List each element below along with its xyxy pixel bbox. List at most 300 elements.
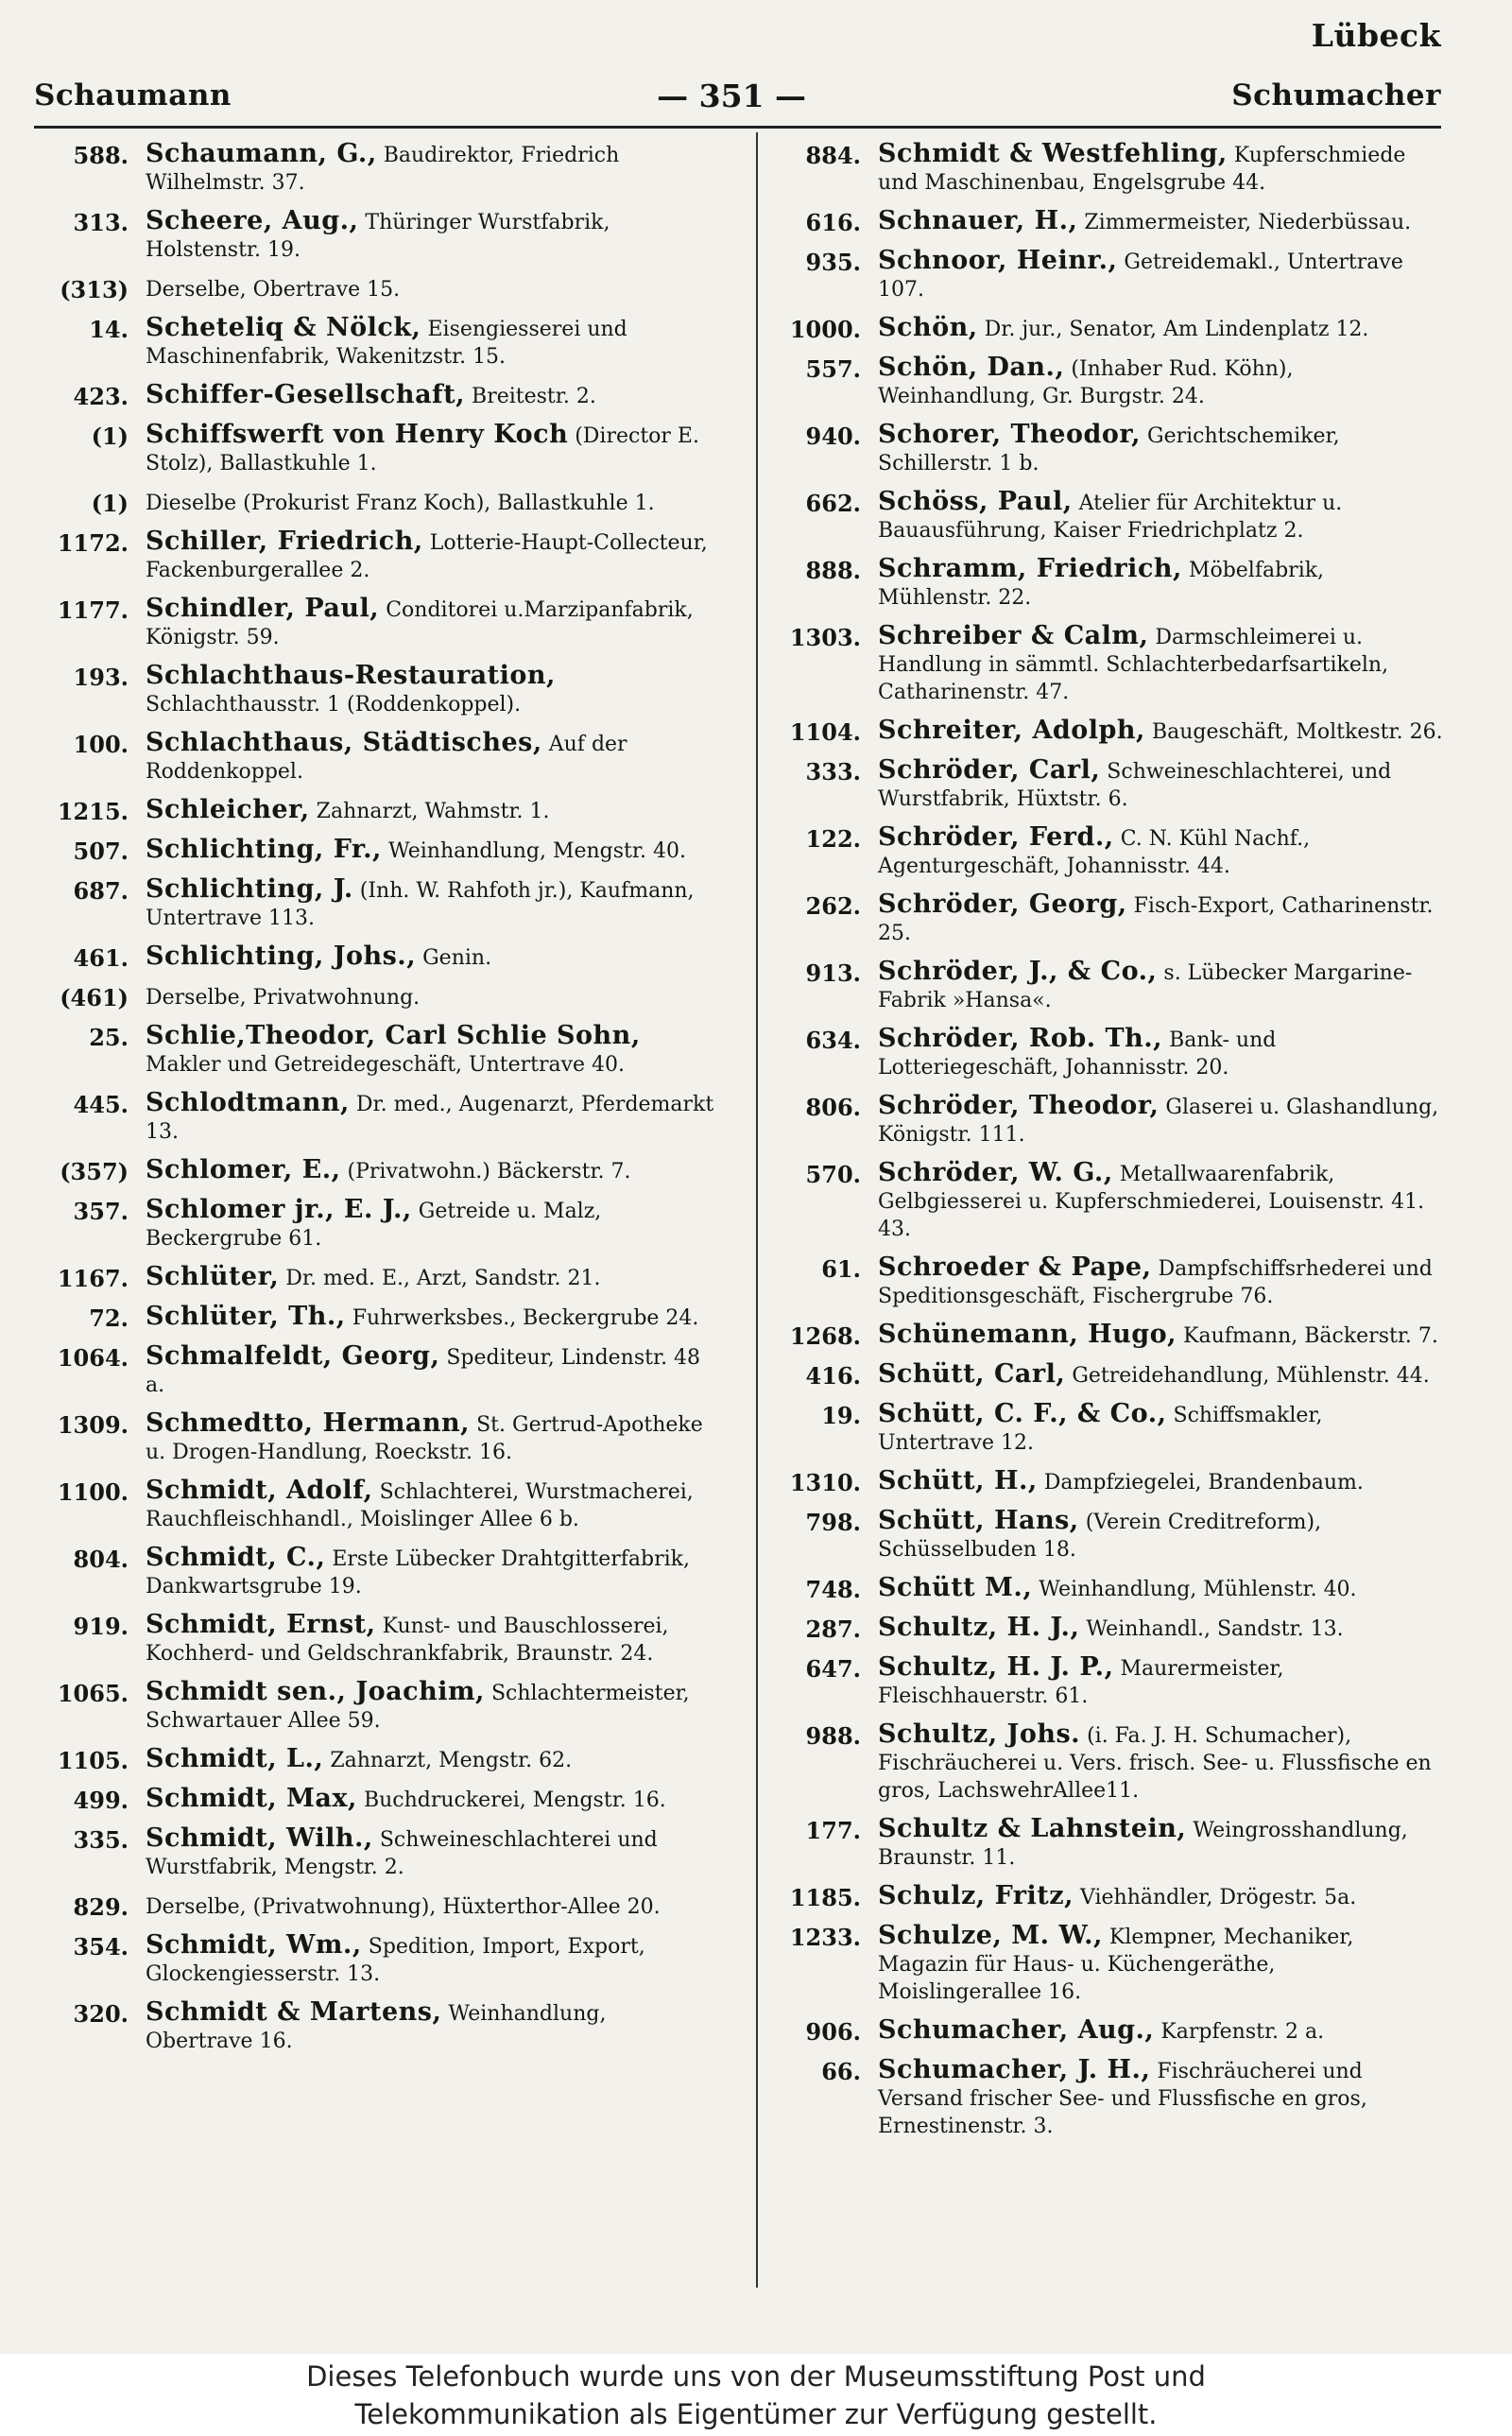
entry-text bbox=[878, 314, 1443, 343]
directory-entry bbox=[38, 274, 720, 303]
entry-description: Derselbe, Obertrave 15. bbox=[146, 278, 401, 302]
entry-description: Weinhandlung, Mengstr. 40. bbox=[387, 839, 686, 863]
entry-description: Dr. med., Augenarzt, Pferdemarkt 13. bbox=[146, 1093, 714, 1144]
entry-name: Schmidt, Max, bbox=[146, 1784, 357, 1813]
phone-number: 1303. bbox=[789, 624, 861, 651]
entry-description: Makler und Getreidegeschäft, Untertrave 40. bbox=[146, 1053, 626, 1077]
phone-number: 940. bbox=[805, 423, 861, 450]
entry-name: Schorer, Theodor, bbox=[878, 420, 1141, 449]
phone-number: 177. bbox=[805, 1817, 861, 1844]
entry-name: Schütt, C. F., & Co., bbox=[878, 1399, 1167, 1428]
entry-text bbox=[878, 354, 1443, 410]
entry-text bbox=[878, 555, 1443, 612]
entry-text bbox=[146, 1931, 720, 1988]
phone-number: 14. bbox=[89, 316, 129, 343]
entry-name: Schaumann, G., bbox=[146, 139, 377, 168]
entry-text bbox=[878, 2016, 1443, 2046]
entry-name: Schütt, Carl, bbox=[878, 1359, 1066, 1389]
entry-description: Maurermeister, Fleischhauerstr. 61. bbox=[878, 1657, 1284, 1708]
entry-text bbox=[878, 207, 1443, 236]
entry-name: Schlüter, bbox=[146, 1262, 280, 1291]
directory-entry bbox=[38, 1931, 720, 1988]
entry-description: Getreidehandlung, Mühlenstr. 44. bbox=[1072, 1364, 1430, 1388]
phone-number: 507. bbox=[73, 838, 129, 865]
phone-number: 1177. bbox=[57, 596, 129, 624]
entry-text bbox=[878, 1653, 1443, 1710]
entry-description: Darmschleimerei u. Handlung in sämmtl. Schlachterbedarfsartikeln, Catharinenstr. 47. bbox=[878, 626, 1389, 704]
entry-description: (i. Fa. J. H. Schumacher), Fischräucherei u. Vers. frisch. See- u. Flussfische en gros, LachswehrAllee11. bbox=[878, 1724, 1432, 1803]
entry-description: Viehhändler, Drögestr. 5a. bbox=[1079, 1886, 1357, 1909]
phone-number: 634. bbox=[805, 1027, 861, 1054]
directory-entry bbox=[38, 1892, 720, 1921]
entry-description: Getreide u. Malz, Beckergrube 61. bbox=[146, 1200, 602, 1251]
entry-text bbox=[878, 1815, 1443, 1872]
entry-name: Schmidt sen., Joachim, bbox=[146, 1677, 485, 1706]
phone-number: 1233. bbox=[789, 1924, 861, 1951]
entry-description: Breitestr. 2. bbox=[472, 385, 596, 408]
entry-description: Dampfschiffsrhederei und Speditionsgeschäft, Fischergrube 76. bbox=[878, 1257, 1433, 1308]
footer-line-2: Telekommunikation als Eigentümer zur Verfügung gestellt. bbox=[354, 2398, 1158, 2430]
footer-notice bbox=[0, 2354, 1512, 2436]
directory-entry bbox=[770, 1467, 1443, 1496]
phone-number: 262. bbox=[805, 892, 861, 920]
entry-name: Schlachthaus-Restauration, bbox=[146, 661, 556, 690]
directory-entry bbox=[38, 662, 720, 718]
entry-name: Schütt, Hans, bbox=[878, 1506, 1079, 1535]
directory-entry bbox=[38, 1544, 720, 1600]
phone-number: 687. bbox=[73, 877, 129, 905]
entry-text bbox=[878, 958, 1443, 1014]
entry-name: Scheteliq & Nölck, bbox=[146, 313, 421, 342]
phone-number: 1104. bbox=[789, 718, 861, 746]
entry-name: Schmidt, Wm., bbox=[146, 1930, 362, 1960]
directory-entry bbox=[770, 958, 1443, 1014]
directory-entry bbox=[38, 1745, 720, 1774]
directory-entry bbox=[770, 314, 1443, 343]
directory-entry bbox=[770, 488, 1443, 544]
entry-name: Schultz, Johs. bbox=[878, 1719, 1081, 1749]
phone-number: 72. bbox=[89, 1304, 129, 1332]
directory-entry bbox=[770, 2056, 1443, 2140]
entry-name: Schleicher, bbox=[146, 795, 310, 824]
entry-description: s. Lübecker Margarine-Fabrik »Hansa«. bbox=[878, 961, 1413, 1012]
directory-entry bbox=[38, 729, 720, 786]
entry-name: Schmalfeldt, Georg, bbox=[146, 1341, 440, 1371]
entry-text bbox=[146, 1022, 720, 1079]
entry-text bbox=[146, 1196, 720, 1253]
directory-entry bbox=[770, 1720, 1443, 1805]
directory-entry bbox=[770, 1653, 1443, 1710]
entry-text bbox=[146, 527, 720, 584]
phone-number: (1) bbox=[91, 490, 129, 517]
entry-text bbox=[878, 488, 1443, 544]
entry-description: Zahnarzt, Wahmstr. 1. bbox=[316, 800, 550, 823]
entry-text bbox=[878, 890, 1443, 947]
phone-number: 320. bbox=[73, 2000, 129, 2028]
entry-name: Schröder, J., & Co., bbox=[878, 957, 1158, 986]
entry-name: Schultz, H. J., bbox=[878, 1613, 1080, 1642]
entry-text bbox=[878, 1092, 1443, 1149]
entry-text bbox=[146, 729, 720, 786]
entry-description: Möbelfabrik, Mühlenstr. 22. bbox=[878, 559, 1325, 610]
entry-text bbox=[146, 207, 720, 264]
directory-entry bbox=[770, 1159, 1443, 1243]
directory-entry bbox=[38, 1156, 720, 1185]
entry-name: Schlichting, Johs., bbox=[146, 942, 417, 971]
entry-text bbox=[146, 1824, 720, 1881]
phone-number: 461. bbox=[73, 944, 129, 972]
entry-description: Schweineschlachterei, und Wurstfabrik, Hüxtstr. 6. bbox=[878, 760, 1392, 811]
entry-text bbox=[146, 1998, 720, 2055]
directory-entry bbox=[38, 942, 720, 972]
directory-entry bbox=[770, 1092, 1443, 1149]
directory-entry bbox=[38, 381, 720, 410]
entry-name: Schröder, W. G., bbox=[878, 1158, 1113, 1187]
entry-name: Schröder, Rob. Th., bbox=[878, 1024, 1163, 1053]
phone-number: 988. bbox=[805, 1722, 861, 1750]
entry-description: Lotterie-Haupt-Collecteur, Fackenburgerallee 2. bbox=[146, 531, 708, 582]
directory-entry bbox=[38, 875, 720, 932]
entry-description: Buchdruckerei, Mengstr. 16. bbox=[363, 1788, 666, 1812]
phone-number: 1215. bbox=[57, 798, 129, 825]
entry-text bbox=[878, 1720, 1443, 1805]
entry-text bbox=[146, 1745, 720, 1774]
entry-name: Schmidt, Ernst, bbox=[146, 1610, 376, 1639]
entry-description: Dieselbe (Prokurist Franz Koch), Ballastkuhle 1. bbox=[146, 492, 655, 515]
entry-name: Schlomer, E., bbox=[146, 1155, 341, 1184]
directory-entry bbox=[38, 836, 720, 865]
phone-number: (357) bbox=[60, 1158, 129, 1185]
phone-number: (313) bbox=[60, 276, 129, 303]
directory-entry bbox=[770, 1815, 1443, 1872]
entry-description: C. N. Kühl Nachf., Agenturgeschäft, Johannisstr. 44. bbox=[878, 827, 1311, 878]
phone-number: 335. bbox=[73, 1826, 129, 1854]
entry-description: Weingrosshandlung, Braunstr. 11. bbox=[878, 1819, 1408, 1870]
directory-entry bbox=[770, 1507, 1443, 1564]
entry-description: Klempner, Mechaniker, Magazin für Haus- u. Küchengeräthe, Moislingerallee 16. bbox=[878, 1926, 1354, 2004]
entry-name: Schröder, Georg, bbox=[878, 890, 1127, 919]
entry-text bbox=[146, 1089, 720, 1146]
directory-entry bbox=[38, 1678, 720, 1735]
entry-name: Schiffer-Gesellschaft, bbox=[146, 380, 466, 409]
phone-number: 806. bbox=[805, 1094, 861, 1121]
directory-entry bbox=[770, 890, 1443, 947]
entry-text bbox=[146, 1892, 720, 1921]
entry-name: Schnauer, H., bbox=[878, 206, 1078, 235]
phone-number: 829. bbox=[73, 1893, 129, 1921]
city-heading: Lübeck bbox=[1311, 17, 1441, 54]
entry-text bbox=[146, 1477, 720, 1533]
phone-number: 193. bbox=[73, 664, 129, 691]
entry-name: Schünemann, Hugo, bbox=[878, 1320, 1177, 1349]
entry-text bbox=[146, 1303, 720, 1332]
entry-text bbox=[878, 823, 1443, 880]
directory-entry bbox=[770, 717, 1443, 746]
phone-number: 919. bbox=[73, 1613, 129, 1640]
entry-description: Dr. jur., Senator, Am Lindenplatz 12. bbox=[984, 318, 1369, 341]
entry-description: (Inhaber Rud. Köhn), Weinhandlung, Gr. Burgstr. 24. bbox=[878, 357, 1294, 408]
column-divider bbox=[756, 132, 758, 2288]
phone-number: 19. bbox=[821, 1402, 861, 1429]
entry-description: Kunst- und Bauschlosserei, Kochherd- und Geldschrankfabrik, Braunstr. 24. bbox=[146, 1615, 669, 1666]
entry-text bbox=[878, 1360, 1443, 1390]
directory-entry bbox=[38, 1611, 720, 1667]
directory-entry bbox=[770, 354, 1443, 410]
entry-text bbox=[146, 875, 720, 932]
entry-name: Schulz, Fritz, bbox=[878, 1881, 1074, 1910]
entry-name: Schindler, Paul, bbox=[146, 594, 380, 623]
directory-entry bbox=[770, 622, 1443, 706]
entry-text bbox=[146, 662, 720, 718]
entry-text bbox=[146, 1409, 720, 1466]
entry-description: Spediteur, Lindenstr. 48 a. bbox=[146, 1346, 701, 1397]
entry-name: Schön, bbox=[878, 313, 978, 342]
entry-text bbox=[146, 1785, 720, 1814]
entry-description: Dampfziegelei, Brandenbaum. bbox=[1043, 1471, 1364, 1494]
page-number: — 351 — bbox=[657, 77, 807, 114]
phone-number: 884. bbox=[805, 142, 861, 169]
phone-number: 423. bbox=[73, 383, 129, 410]
phone-number: 25. bbox=[89, 1024, 129, 1051]
entry-name: Schütt M., bbox=[878, 1573, 1033, 1602]
entry-description: Conditorei u.Marzipanfabrik, Königstr. 59. bbox=[146, 598, 694, 649]
entry-text bbox=[146, 488, 720, 517]
entry-name: Schön, Dan., bbox=[878, 353, 1065, 382]
directory-entry bbox=[38, 1089, 720, 1146]
entry-text bbox=[878, 1025, 1443, 1081]
directory-entry bbox=[770, 1574, 1443, 1603]
entry-description: Baugeschäft, Moltkestr. 26. bbox=[1151, 720, 1443, 744]
entry-description: Auf der Roddenkoppel. bbox=[146, 733, 627, 784]
phone-number: (461) bbox=[60, 984, 129, 1011]
phone-number: 935. bbox=[805, 249, 861, 276]
entry-text bbox=[878, 1253, 1443, 1310]
entry-name: Schmidt, C., bbox=[146, 1543, 326, 1572]
entry-name: Schröder, Carl, bbox=[878, 755, 1101, 785]
directory-entry bbox=[38, 1998, 720, 2055]
directory-entry bbox=[38, 1477, 720, 1533]
phone-number: 122. bbox=[805, 825, 861, 853]
entry-description: Weinhandlung, Mühlenstr. 40. bbox=[1039, 1578, 1357, 1601]
phone-number: 61. bbox=[821, 1255, 861, 1283]
entry-text bbox=[146, 942, 720, 972]
phone-number: 1065. bbox=[57, 1680, 129, 1707]
phone-number: (1) bbox=[91, 423, 129, 450]
entry-text bbox=[146, 1156, 720, 1185]
entry-text bbox=[146, 836, 720, 865]
phone-number: 888. bbox=[805, 557, 861, 584]
entry-name: Schlüter, Th., bbox=[146, 1302, 346, 1331]
entry-description: Metallwaarenfabrik, Gelbgiesserei u. Kupferschmiederei, Louisenstr. 41. 43. bbox=[878, 1163, 1425, 1241]
phone-number: 445. bbox=[73, 1091, 129, 1118]
directory-entry bbox=[38, 314, 720, 371]
phone-number: 1167. bbox=[57, 1265, 129, 1292]
phone-number: 1064. bbox=[57, 1344, 129, 1372]
directory-entry bbox=[38, 1263, 720, 1292]
phone-number: 647. bbox=[805, 1655, 861, 1683]
entry-name: Schreiter, Adolph, bbox=[878, 716, 1145, 745]
directory-entry bbox=[38, 1785, 720, 1814]
entry-description: Fuhrwerksbes., Beckergrube 24. bbox=[352, 1306, 699, 1330]
entry-name: Schultz & Lahnstein, bbox=[878, 1814, 1187, 1843]
phone-number: 499. bbox=[73, 1787, 129, 1814]
entry-text bbox=[878, 247, 1443, 303]
phone-number: 588. bbox=[73, 142, 129, 169]
phone-number: 333. bbox=[805, 758, 861, 786]
entry-description: Schiffsmakler, Untertrave 12. bbox=[878, 1404, 1323, 1455]
entry-description: Atelier für Architektur u. Bauausführung, Kaiser Friedrichplatz 2. bbox=[878, 492, 1343, 543]
left-column bbox=[38, 140, 720, 2055]
phone-number: 1268. bbox=[789, 1322, 861, 1350]
directory-entry bbox=[38, 207, 720, 264]
entry-description: Weinhandl., Sandstr. 13. bbox=[1086, 1617, 1344, 1641]
entry-text bbox=[878, 1882, 1443, 1911]
entry-name: Schiller, Friedrich, bbox=[146, 527, 423, 556]
phone-number: 1100. bbox=[57, 1478, 129, 1506]
entry-name: Schreiber & Calm, bbox=[878, 621, 1149, 650]
entry-text bbox=[146, 140, 720, 197]
directory-entry bbox=[770, 247, 1443, 303]
entry-description: Fisch-Export, Catharinenstr. 25. bbox=[878, 894, 1434, 945]
phone-number: 416. bbox=[805, 1362, 861, 1390]
phone-number: 616. bbox=[805, 209, 861, 236]
directory-entry bbox=[38, 1409, 720, 1466]
entry-description: St. Gertrud-Apotheke u. Drogen-Handlung, Roeckstr. 16. bbox=[146, 1413, 703, 1464]
directory-entry bbox=[38, 982, 720, 1011]
entry-name: Schmidt, Wilh., bbox=[146, 1823, 373, 1853]
phone-number: 570. bbox=[805, 1161, 861, 1188]
entry-name: Schnoor, Heinr., bbox=[878, 246, 1118, 275]
entry-text bbox=[878, 1574, 1443, 1603]
entry-name: Schroeder & Pape, bbox=[878, 1253, 1152, 1282]
entry-text bbox=[878, 1922, 1443, 2006]
phone-number: 804. bbox=[73, 1546, 129, 1573]
page-header bbox=[34, 71, 1441, 120]
directory-entry bbox=[770, 421, 1443, 477]
footer-line-1: Dieses Telefonbuch wurde uns von der Museumsstiftung Post und bbox=[306, 2360, 1206, 2393]
entry-text bbox=[878, 140, 1443, 197]
directory-entry bbox=[770, 1025, 1443, 1081]
entry-text bbox=[878, 1614, 1443, 1643]
directory-entry bbox=[770, 1922, 1443, 2006]
entry-text bbox=[146, 796, 720, 825]
phone-number: 354. bbox=[73, 1933, 129, 1961]
entry-name: Schmidt & Martens, bbox=[146, 1997, 442, 2027]
entry-description: (Inh. W. Rahfoth jr.), Kaufmann, Untertrave 113. bbox=[146, 879, 695, 930]
phone-number: 287. bbox=[805, 1615, 861, 1643]
entry-description: Weinhandlung, Obertrave 16. bbox=[146, 2002, 607, 2053]
entry-text bbox=[878, 421, 1443, 477]
entry-name: Schlichting, J. bbox=[146, 874, 353, 904]
directory-entry bbox=[770, 555, 1443, 612]
entry-description: Bank- und Lotteriegeschäft, Johannisstr. 20. bbox=[878, 1028, 1277, 1080]
phone-number: 1105. bbox=[57, 1747, 129, 1774]
entry-description: Karpfenstr. 2 a. bbox=[1160, 2020, 1325, 2044]
entry-name: Schulze, M. W., bbox=[878, 1921, 1103, 1950]
directory-entry bbox=[770, 1400, 1443, 1457]
entry-text bbox=[146, 1678, 720, 1735]
entry-name: Schmidt, L., bbox=[146, 1744, 324, 1773]
entry-name: Schröder, Ferd., bbox=[878, 822, 1114, 852]
phone-number: 1172. bbox=[57, 529, 129, 557]
directory-entry bbox=[38, 421, 720, 477]
entry-name: Schlomer jr., E. J., bbox=[146, 1195, 412, 1224]
phone-number: 557. bbox=[805, 355, 861, 383]
phone-number: 100. bbox=[73, 731, 129, 758]
phone-number: 313. bbox=[73, 209, 129, 236]
entry-text bbox=[146, 274, 720, 303]
entry-name: Schumacher, J. H., bbox=[878, 2055, 1151, 2084]
phone-number: 662. bbox=[805, 490, 861, 517]
entry-text bbox=[146, 1342, 720, 1399]
entry-description: Schlachtermeister, Schwartauer Allee 59. bbox=[146, 1682, 690, 1733]
directory-entry bbox=[770, 1321, 1443, 1350]
entry-text bbox=[878, 1400, 1443, 1457]
phone-number: 357. bbox=[73, 1198, 129, 1225]
entry-description: Zahnarzt, Mengstr. 62. bbox=[330, 1749, 573, 1772]
directory-entry bbox=[38, 140, 720, 197]
entry-description: Eisengiesserei und Maschinenfabrik, Wakenitzstr. 15. bbox=[146, 318, 627, 369]
phone-number: 66. bbox=[821, 2058, 861, 2085]
phone-number: 748. bbox=[805, 1576, 861, 1603]
entry-text bbox=[878, 1507, 1443, 1564]
directory-entry bbox=[770, 207, 1443, 236]
entry-description: Gerichtschemiker, Schillerstr. 1 b. bbox=[878, 424, 1340, 475]
entry-description: Schlachterei, Wurstmacherei, Rauchfleischhandl., Moislinger Allee 6 b. bbox=[146, 1480, 694, 1531]
entry-name: Schultz, H. J. P., bbox=[878, 1652, 1114, 1682]
directory-entry bbox=[770, 1360, 1443, 1390]
entry-text bbox=[146, 421, 720, 477]
entry-description: Thüringer Wurstfabrik, Holstenstr. 19. bbox=[146, 211, 610, 262]
entry-text bbox=[146, 1263, 720, 1292]
entry-name: Schmidt & Westfehling, bbox=[878, 139, 1228, 168]
directory-entry bbox=[770, 2016, 1443, 2046]
entry-name: Schiffswerft von Henry Koch bbox=[146, 420, 569, 449]
entry-description: Kaufmann, Bäckerstr. 7. bbox=[1183, 1324, 1438, 1348]
entry-description: Erste Lübecker Drahtgitterfabrik, Dankwartsgrube 19. bbox=[146, 1547, 690, 1598]
entry-description: Schweineschlachterei und Wurstfabrik, Mengstr. 2. bbox=[146, 1828, 658, 1879]
entry-text bbox=[146, 982, 720, 1011]
phone-number: 1000. bbox=[789, 316, 861, 343]
entry-text bbox=[146, 595, 720, 651]
entry-name: Schlie,Theodor, Carl Schlie Sohn, bbox=[146, 1021, 641, 1050]
entry-text bbox=[146, 1544, 720, 1600]
entry-name: Scheere, Aug., bbox=[146, 206, 359, 235]
entry-text bbox=[878, 1467, 1443, 1496]
header-last-name: Schumacher bbox=[1231, 78, 1441, 112]
entry-name: Schumacher, Aug., bbox=[878, 2015, 1155, 2045]
directory-entry bbox=[770, 823, 1443, 880]
directory-entry bbox=[38, 527, 720, 584]
entry-description: Dr. med. E., Arzt, Sandstr. 21. bbox=[285, 1267, 601, 1290]
entry-text bbox=[878, 2056, 1443, 2140]
entry-text bbox=[878, 622, 1443, 706]
entry-name: Schlichting, Fr., bbox=[146, 835, 382, 864]
directory-entry bbox=[38, 1022, 720, 1079]
directory-entry bbox=[770, 140, 1443, 197]
entry-description: Derselbe, Privatwohnung. bbox=[146, 986, 421, 1010]
entry-description: Derselbe, (Privatwohnung), Hüxterthor-Allee 20. bbox=[146, 1895, 661, 1919]
directory-entry bbox=[38, 595, 720, 651]
header-rule bbox=[34, 126, 1441, 129]
entry-text bbox=[146, 314, 720, 371]
directory-entry bbox=[38, 1303, 720, 1332]
directory-entry bbox=[770, 1614, 1443, 1643]
entry-name: Schröder, Theodor, bbox=[878, 1091, 1160, 1120]
entry-description: Kupferschmiede und Maschinenbau, Engelsgrube 44. bbox=[878, 144, 1406, 195]
entry-description: (Privatwohn.) Bäckerstr. 7. bbox=[347, 1160, 631, 1183]
entry-description: Zimmermeister, Niederbüssau. bbox=[1084, 211, 1412, 234]
